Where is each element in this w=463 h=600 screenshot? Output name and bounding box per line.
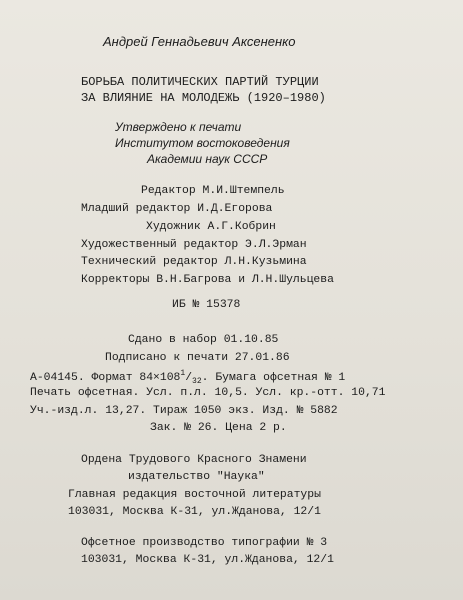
approval-line-3: Академии наук СССР <box>147 152 268 166</box>
format-subscript: 32 <box>192 377 202 387</box>
credit-art-editor: Художественный редактор Э.Л.Эрман <box>81 239 307 251</box>
publisher-line-1: Ордена Трудового Красного Знамени <box>81 454 307 466</box>
credit-tech-editor: Технический редактор Л.Н.Кузьмина <box>81 256 307 268</box>
approval-line-2: Институтом востоковедения <box>115 136 290 150</box>
print-sent-date: Сдано в набор 01.10.85 <box>128 334 279 346</box>
print-signed-date: Подписано к печати 27.01.86 <box>105 352 290 364</box>
print-format: А-04145. Формат $84\times 108^1/_{32}$. Бумага офсетная № 1 <box>30 369 346 387</box>
credit-editor: Редактор М.И.Штемпель <box>141 185 285 197</box>
print-specs: Печать офсетная. Усл. п.л. 10,5. Усл. кр.-отт. 10,71 <box>30 387 386 399</box>
format-text-a: А-04145. Формат 84×108 <box>30 371 181 384</box>
publisher-line-2: издательство "Наука" <box>128 471 265 483</box>
publisher-line-3: Главная редакция восточной литературы <box>68 489 321 501</box>
book-title-line-2: ЗА ВЛИЯНИЕ НА МОЛОДЕЖЬ (1920–1980) <box>81 91 326 105</box>
author-name: Андрей Геннадьевич Аксененко <box>103 34 296 49</box>
printer-address: 103031, Москва К-31, ул.Жданова, 12/1 <box>81 554 334 566</box>
book-title-line-1: БОРЬБА ПОЛИТИЧЕСКИХ ПАРТИЙ ТУРЦИИ <box>81 75 319 89</box>
approval-line-1: Утверждено к печати <box>115 120 242 134</box>
credit-junior-editor: Младший редактор И.Д.Егорова <box>81 203 273 215</box>
printer-line-1: Офсетное производство типографии № 3 <box>81 537 328 549</box>
publisher-address: 103031, Москва К-31, ул.Жданова, 12/1 <box>68 506 321 518</box>
ib-number: ИБ № 15378 <box>172 299 241 311</box>
format-superscript: 1 <box>180 369 186 378</box>
format-text-b: . Бумага офсетная № 1 <box>201 371 346 384</box>
print-order-price: Зак. № 26. Цена 2 р. <box>150 422 287 434</box>
print-edition: Уч.-изд.л. 13,27. Тираж 1050 экз. Изд. № 5882 <box>30 405 338 417</box>
credit-proofreaders: Корректоры В.Н.Багрова и Л.Н.Шульцева <box>81 274 334 286</box>
credit-artist: Художник А.Г.Кобрин <box>146 221 276 233</box>
